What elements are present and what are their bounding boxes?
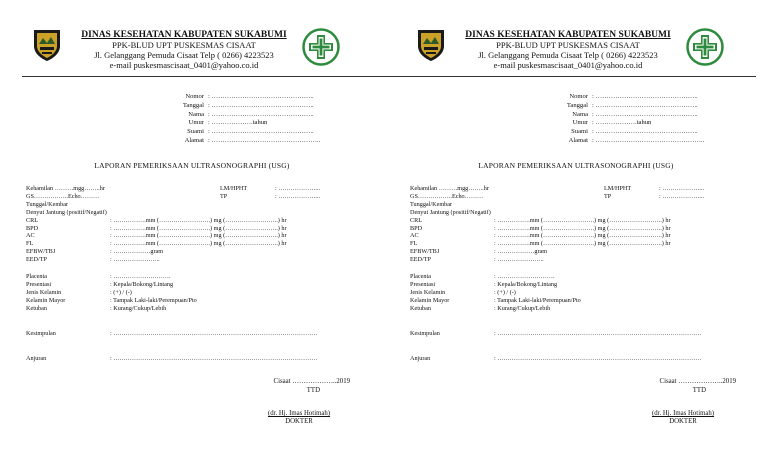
exam-row-crl: CRL : …………….mm (…………………….) mg (……………………..) hr xyxy=(26,216,287,224)
regency-crest-logo xyxy=(414,28,448,62)
exam-row-placenta: Placenta : ………………………. xyxy=(26,273,171,281)
exam-row-eed: EED/TP : ………………….. xyxy=(410,256,544,264)
doctor-name: (dr. Hj. Imas Hotimah) xyxy=(267,410,331,417)
exam-row-presentasi: Presentasi : Kepala/Bokong/Lintang xyxy=(26,280,174,288)
exam-row-tunggal: Tunggal/Kembar xyxy=(410,200,453,208)
patient-info xyxy=(140,93,320,146)
address-line: Jl. Gelanggang Pemuda Cisaat Telp ( 0266) 4223523 xyxy=(478,50,658,60)
doctor-title: DOKTER xyxy=(285,418,313,425)
exam-row-efbw: EFBW/TBJ : ………………gram xyxy=(410,248,548,256)
exam-row-kelamin-mayor: Kelamin Mayor : Tampak Laki-laki/Perempuan/Pto xyxy=(410,296,581,304)
exam-row-kehamilan: Kehamilan ………mgg……..hr LM/HPHT : ………………... xyxy=(410,185,705,192)
exam-row-presentasi: Presentasi : Kepala/Bokong/Lintang xyxy=(410,280,558,288)
puskesmas-cross-logo xyxy=(686,28,724,66)
exam-section xyxy=(26,185,366,362)
exam-row-crl: CRL : …………….mm (…………………….) mg (……………………..) hr xyxy=(410,216,671,224)
exam-row-bpd: BPD : …………….mm (…………………….) mg (……………………..) hr xyxy=(26,224,287,232)
doctor-title: DOKTER xyxy=(669,418,697,425)
patient-row-nama: Nama : ……………………………………….. xyxy=(572,110,698,118)
unit-name: PPK-BLUD UPT PUSKESMAS CISAAT xyxy=(112,40,256,50)
patient-row-umur: Umur : ……………….tahun xyxy=(572,119,652,127)
letterhead xyxy=(64,30,304,70)
patient-row-nomor: Nomor : ……………………………………….. xyxy=(569,93,698,100)
exam-row-anjuran: Anjuran : ……………………………………………………………………………………… xyxy=(26,354,318,362)
exam-row-ketuban: Ketuban : Kurang/Cukup/Lebih xyxy=(26,304,167,312)
email-line: e-mail puskesmascisaat_0401@yahoo.co.id xyxy=(109,60,259,70)
place-date: Cisaat ………………..2019 xyxy=(273,378,350,385)
letterhead xyxy=(448,30,688,70)
exam-row-djj: Denyut Jantung (positif/Negatif) xyxy=(26,208,107,216)
exam-row-gs: GS……………..Echo……… TP : ………………... xyxy=(26,192,321,200)
header-divider xyxy=(22,76,384,77)
exam-section xyxy=(410,185,750,362)
exam-row-djj: Denyut Jantung (positif/Negatif) xyxy=(410,208,491,216)
exam-row-jenis-kelamin: Jenis Kelamin : (+) / (-) xyxy=(26,288,132,296)
unit-name: PPK-BLUD UPT PUSKESMAS CISAAT xyxy=(496,40,640,50)
ttd-label: TTD xyxy=(306,387,320,394)
doctor-name: (dr. Hj. Imas Hotimah) xyxy=(651,410,715,417)
report-title: LAPORAN PEMERIKSAAN ULTRASONOGRAPHI (USG) xyxy=(478,161,674,170)
regency-crest-logo xyxy=(30,28,64,62)
patient-info xyxy=(524,93,704,146)
exam-row-ketuban: Ketuban : Kurang/Cukup/Lebih xyxy=(410,304,551,312)
signature-place-date xyxy=(606,377,736,395)
ttd-label: TTD xyxy=(692,387,706,394)
exam-row-fl: FL : …………….mm (…………………….) mg (……………………..) hr xyxy=(410,240,671,248)
doctor-signature xyxy=(256,410,342,426)
doctor-signature xyxy=(640,410,726,426)
patient-row-tanggal: Tanggal : ……………………………………….. xyxy=(566,101,698,109)
address-line: Jl. Gelanggang Pemuda Cisaat Telp ( 0266) 4223523 xyxy=(94,50,274,60)
exam-row-kesimpulan: Kesimpulan : ……………………………………………………………………………………… xyxy=(410,329,702,337)
exam-row-ac: AC : …………….mm (…………………….) mg (……………………..) hr xyxy=(26,232,287,240)
exam-row-gs: GS……………..Echo……… TP : ………………... xyxy=(410,192,705,200)
patient-row-alamat: Alamat : ………………………………………….. xyxy=(184,136,321,144)
exam-row-efbw: EFBW/TBJ : ………………gram xyxy=(26,248,164,256)
patient-row-suami: Suami : ……………………………………….. xyxy=(187,128,314,136)
exam-row-placenta: Placenta : ………………………. xyxy=(410,273,555,281)
patient-row-umur: Umur : ……………….tahun xyxy=(188,119,268,127)
exam-row-eed: EED/TP : ………………….. xyxy=(26,256,160,264)
exam-row-jenis-kelamin: Jenis Kelamin : (+) / (-) xyxy=(410,288,516,296)
exam-row-ac: AC : …………….mm (…………………….) mg (……………………..) hr xyxy=(410,232,671,240)
usg-form-right xyxy=(384,0,768,466)
exam-row-tunggal: Tunggal/Kembar xyxy=(26,200,69,208)
exam-row-bpd: BPD : …………….mm (…………………….) mg (……………………..) hr xyxy=(410,224,671,232)
patient-row-tanggal: Tanggal : ……………………………………….. xyxy=(182,101,314,109)
patient-row-suami: Suami : ……………………………………….. xyxy=(571,128,698,136)
header-divider xyxy=(384,76,756,77)
exam-row-anjuran: Anjuran : ……………………………………………………………………………………… xyxy=(410,354,702,362)
puskesmas-cross-logo xyxy=(302,28,340,66)
exam-row-fl: FL : …………….mm (…………………….) mg (……………………..) hr xyxy=(26,240,287,248)
place-date: Cisaat ………………..2019 xyxy=(659,378,736,385)
patient-row-nomor: Nomor : ……………………………………….. xyxy=(185,93,314,100)
agency-name: DINAS KESEHATAN KABUPATEN SUKABUMI xyxy=(81,30,287,40)
exam-row-kehamilan: Kehamilan ………mgg……..hr LM/HPHT : ………………... xyxy=(26,185,321,192)
patient-row-nama: Nama : ……………………………………….. xyxy=(188,110,314,118)
exam-row-kelamin-mayor: Kelamin Mayor : Tampak Laki-laki/Perempuan/Pto xyxy=(26,296,197,304)
agency-name: DINAS KESEHATAN KABUPATEN SUKABUMI xyxy=(465,30,671,40)
exam-row-kesimpulan: Kesimpulan : ……………………………………………………………………………………… xyxy=(26,329,318,337)
signature-place-date xyxy=(220,377,350,395)
email-line: e-mail puskesmascisaat_0401@yahoo.co.id xyxy=(493,60,643,70)
report-title: LAPORAN PEMERIKSAAN ULTRASONOGRAPHI (USG) xyxy=(94,161,290,170)
patient-row-alamat: Alamat : ………………………………………….. xyxy=(568,136,705,144)
